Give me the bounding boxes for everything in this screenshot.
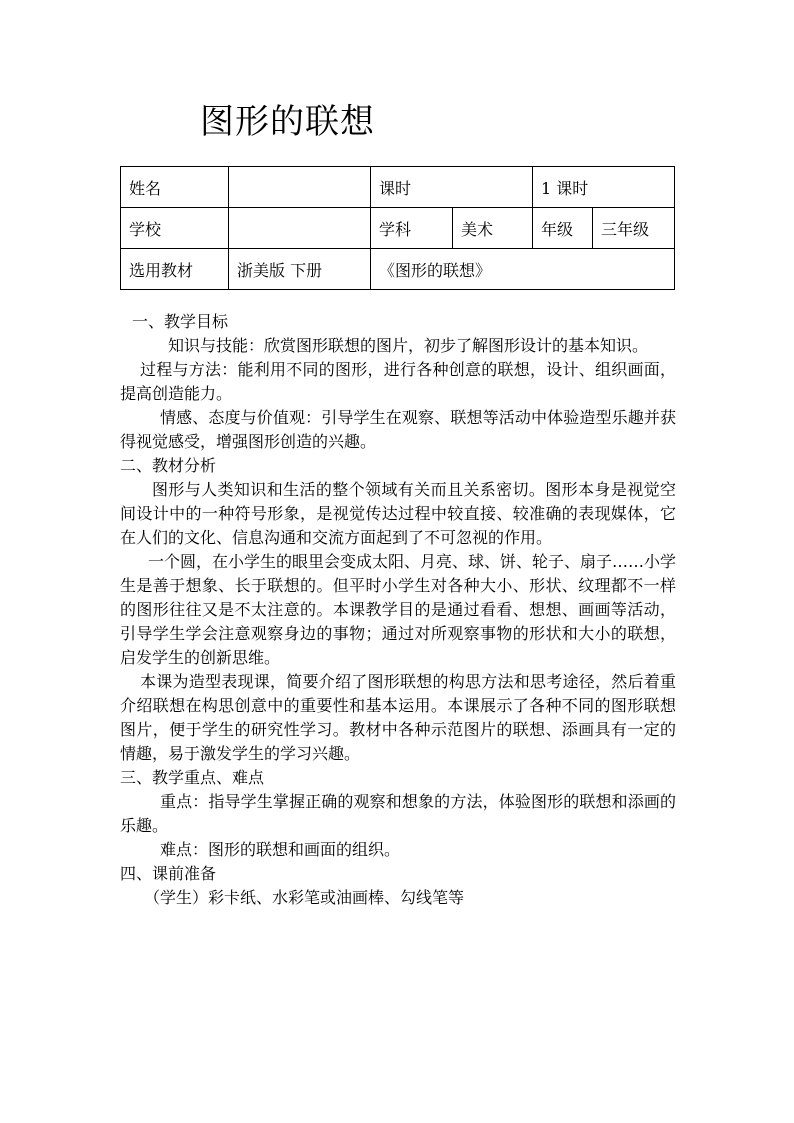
name-value [229, 167, 371, 208]
school-label: 学校 [121, 208, 229, 249]
subject-label: 学科 [371, 208, 453, 249]
analysis-paragraph-1: 图形与人类知识和生活的整个领域有关而且关系密切。图形本身是视觉空间设计中的一种符号形象，是视觉传达过程中较直接、较准确的表现媒体，它在人们的文化、信息沟通和交流方面起到了不可忽视的作用。 [120, 480, 676, 547]
analysis-paragraph-3: 本课为造型表现课，简要介绍了图形联想的构思方法和思考途径，然后着重介绍联想在构思创意中的重要性和基本运用。本课展示了各种不同的图形联想图片，便于学生的研究性学习。教材中各种示范图片的联想、添画具有一定的情趣，易于激发学生的学习兴趣。 [120, 672, 676, 763]
hours-label: 课时 [371, 167, 533, 208]
difficult-point: 难点：图形的联想和画面的组织。 [160, 840, 401, 859]
table-row [121, 208, 675, 249]
name-label: 姓名 [121, 167, 229, 208]
textbook-value: 浙美版 下册 [229, 249, 371, 290]
table-row [121, 249, 675, 290]
section-heading-analysis: 二、教材分析 [120, 456, 217, 475]
objective-attitude: 情感、态度与价值观：引导学生在观察、联想等活动中体验造型乐趣并获得视觉感受，增强图形创造的兴趣。 [120, 408, 676, 451]
section-heading-objectives: 一、教学目标 [132, 312, 229, 331]
lesson-info-table [120, 166, 675, 290]
preparation-materials: （学生）彩卡纸、水彩笔或油画棒、勾线笔等 [144, 888, 465, 907]
objective-process: 过程与方法：能利用不同的图形，进行各种创意的联想，设计、组织画面，提高创造能力。 [120, 360, 676, 403]
analysis-paragraph-2: 一个圆，在小学生的眼里会变成太阳、月亮、球、饼、轮子、扇子……小学生是善于想象、长于联想的。但平时小学生对各种大小、形状、纹理都不一样的图形往往又是不太注意的。本课教学目的是通过看看、想想、画画等活动，引导学生学会注意观察身边的事物；通过对所观察事物的形状和大小的联想，启发学生的创新思维。 [120, 552, 677, 667]
hours-value: 1 课时 [533, 167, 675, 208]
section-heading-preparation: 四、课前准备 [120, 864, 217, 883]
objective-knowledge: 知识与技能：欣赏图形联想的图片，初步了解图形设计的基本知识。 [168, 336, 649, 355]
grade-value: 三年级 [593, 208, 675, 249]
textbook-label: 选用教材 [121, 249, 229, 290]
grade-label: 年级 [533, 208, 593, 249]
key-point: 重点：指导学生掌握正确的观察和想象的方法，体验图形的联想和添画的乐趣。 [120, 792, 676, 835]
table-row [121, 167, 675, 208]
school-value [229, 208, 371, 249]
lesson-name: 《图形的联想》 [371, 249, 675, 290]
section-heading-key-points: 三、教学重点、难点 [120, 768, 265, 787]
lesson-plan-body [120, 310, 676, 910]
page-title: 图形的联想 [200, 102, 375, 142]
subject-value: 美术 [453, 208, 533, 249]
